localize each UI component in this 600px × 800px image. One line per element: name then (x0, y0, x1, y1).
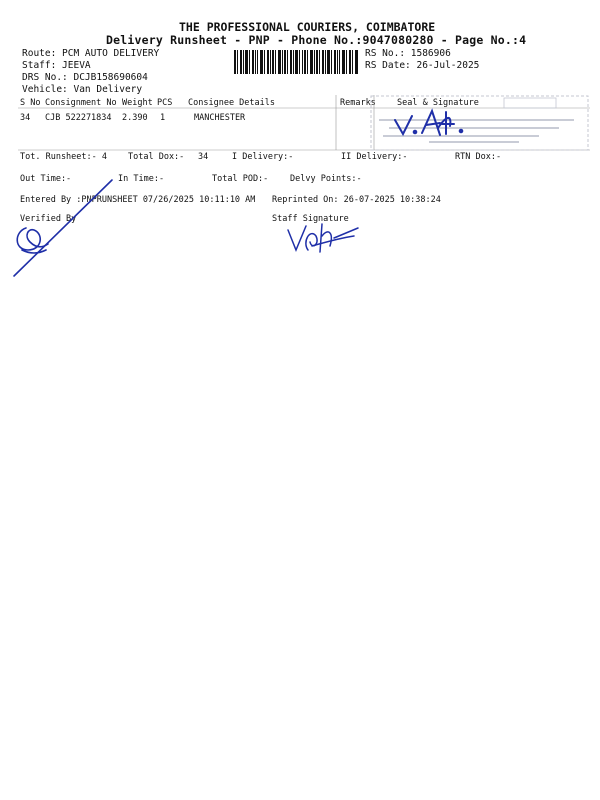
rtn-dox: RTN Dox:- (455, 152, 502, 162)
in-time: In Time:- (118, 174, 165, 184)
row-pcs: 1 (160, 113, 166, 123)
col-header-consignee: Consignee Details (188, 98, 275, 108)
entered-by: Entered By :PNPRUNSHEET 07/26/2025 10:11:10 AM (20, 195, 256, 205)
reprinted-on: Reprinted On: 26-07-2025 10:38:24 (272, 195, 441, 205)
staff-label: Staff: JEEVA (22, 60, 91, 71)
i-delivery: I Delivery:- (232, 152, 294, 162)
staff-signature (282, 216, 362, 258)
col-header-consignment: Consignment No (45, 98, 117, 108)
row-consignment: CJB 522271834 (45, 113, 112, 123)
runsheet-subtitle: Delivery Runsheet - PNP - Phone No.:9047080280 - Page No.:4 (106, 33, 527, 47)
row-consignee: MANCHESTER (194, 113, 246, 123)
seal-signature-scribble (392, 108, 472, 140)
verified-by-signature (8, 176, 118, 280)
col-header-weight: Weight (122, 98, 153, 108)
row-weight: 2.390 (122, 113, 148, 123)
drs-number: DRS No.: DCJB158690604 (22, 72, 148, 83)
tot-runsheet: Tot. Runsheet:- 4 (20, 152, 107, 162)
col-header-sno: S No (20, 98, 41, 108)
vehicle-label: Vehicle: Van Delivery (22, 84, 143, 95)
rs-date: RS Date: 26-Jul-2025 (365, 60, 480, 71)
row-sno: 34 (20, 113, 31, 123)
rs-number: RS No.: 1586906 (365, 48, 451, 59)
route-label: Route: PCM AUTO DELIVERY (22, 48, 160, 59)
staff-signature-label: Staff Signature (272, 214, 349, 224)
total-dox-value: 34 (198, 152, 209, 162)
delvy-points: Delvy Points:- (290, 174, 362, 184)
col-header-seal-signature: Seal & Signature (397, 98, 479, 108)
col-header-remarks: Remarks (340, 98, 376, 108)
out-time: Out Time:- (20, 174, 72, 184)
company-title: THE PROFESSIONAL COURIERS, COIMBATORE (179, 20, 436, 34)
verified-by-label: Verified By (20, 214, 77, 224)
col-header-pcs: PCS (157, 98, 173, 108)
ii-delivery: II Delivery:- (341, 152, 408, 162)
total-pod: Total POD:- (212, 174, 269, 184)
total-dox-label: Total Dox:- (128, 152, 185, 162)
